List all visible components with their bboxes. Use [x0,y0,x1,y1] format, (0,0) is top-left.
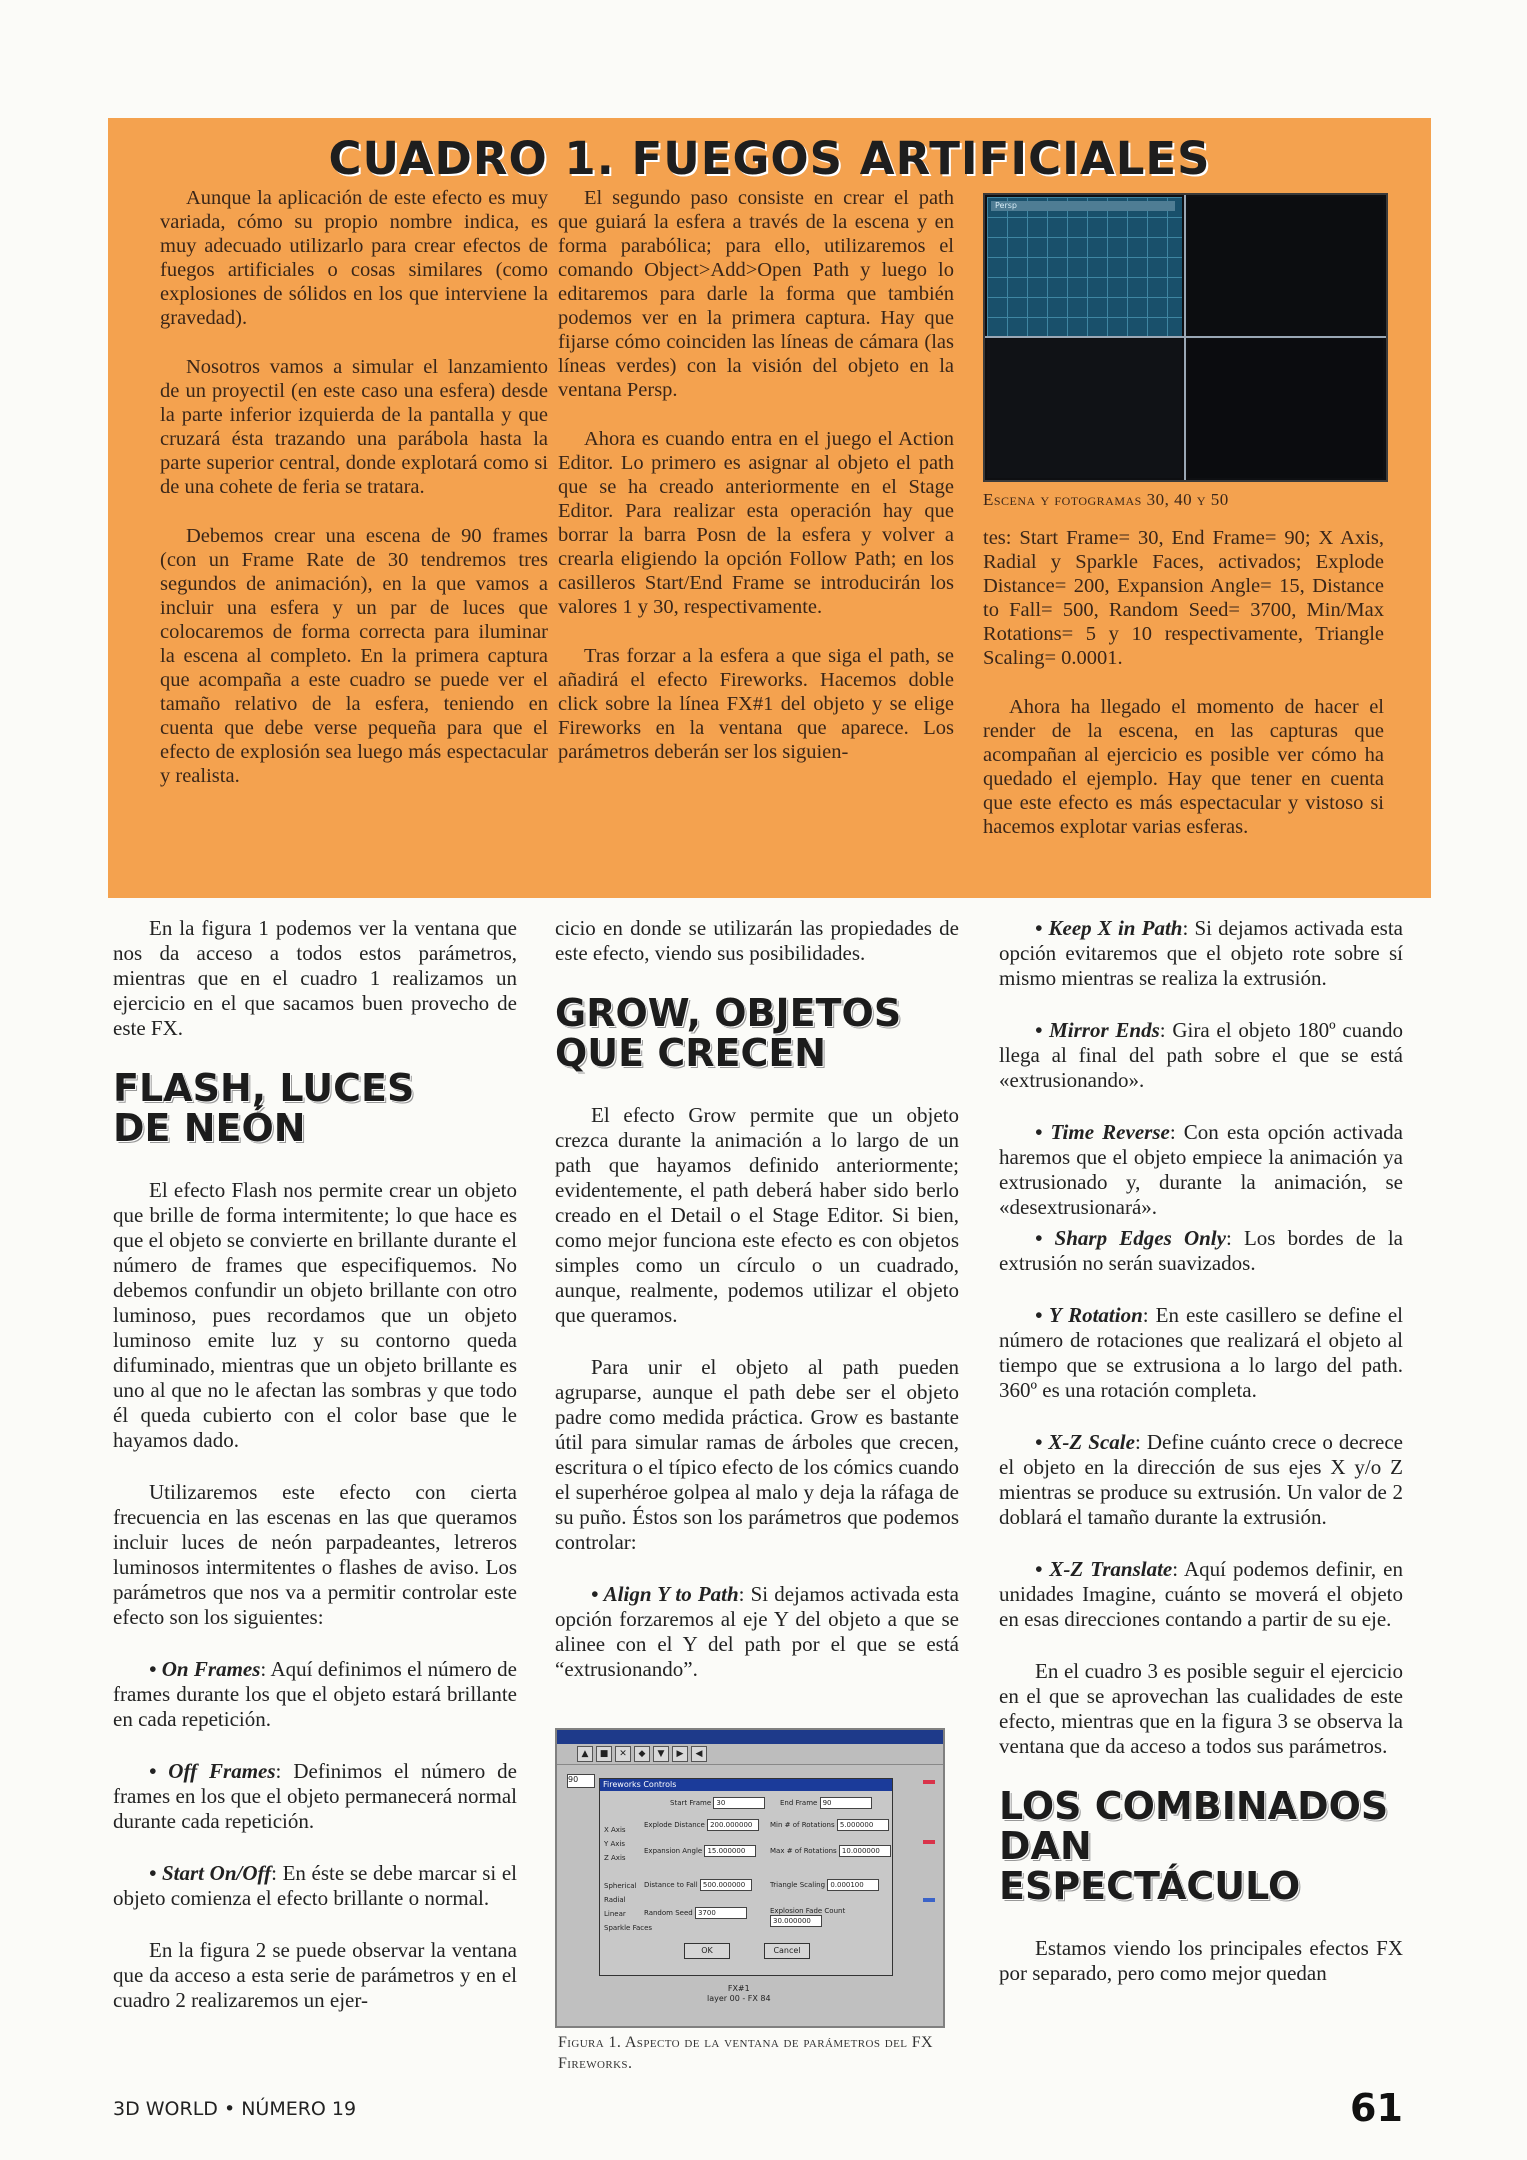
scene-viewport-capture [983,193,1388,482]
fireworks-window-figure [555,1728,945,2028]
box-paragraph: Ahora ha llegado el momento de hacer el render de la escena, en las capturas que acompañan al ejercicio es posible ver cómo ha quedado el ejemplo. Hay que tener en cuenta que este efecto es más espectacular y vistoso si hacemos explotar varias esferas. [983,696,1384,838]
field-label: Max # of Rotations [770,1847,837,1855]
param-text: : Los bordes de la extrusión no serán suavizados. [999,1226,1403,1275]
param-term: • X-Z Translate [1035,1557,1173,1581]
axis-option: Z Axis [604,1854,626,1862]
param-text: : Aquí podemos definir, en unidades Imagine, cuánto se moverá el objeto en esas direcciones contando a partir de su eje. [999,1557,1403,1631]
frame-field: 90 [567,1774,595,1788]
param-term: • X-Z Scale [1035,1430,1135,1454]
box-paragraph: Aunque la aplicación de este efecto es muy variada, cómo su propio nombre indica, es muy adecuado utilizarlo para crear efectos de fuegos artificiales o cosas similares (como explosiones de sólidos en los que interviene la gravedad). [160,187,548,329]
dialog-row [644,1879,752,1891]
toolbar-button: ■ [596,1746,612,1762]
param-text: : En éste se debe marcar si el objeto comienza el efecto brillante o normal. [113,1861,517,1910]
viewport-divider [1184,195,1186,480]
heading-line: FLASH, LUCES [113,1066,415,1110]
dialog-title: Fireworks Controls [600,1779,892,1791]
status-line: FX#1 [727,1984,750,1993]
heading-line: GROW, OBJETOS [555,991,902,1035]
paragraph: El efecto Grow permite que un objeto crezca durante la animación a lo largo de un path que hayamos definido anteriormente; evidentemente, el path deberá haber sido berlo creado en el Detail o el Stage Editor. Si bien, como mejor funciona este efecto es con objetos simples como un círculo o un cuadrado, aunque, realmente, podemos utilizar el objeto que queramos. [555,1103,959,1327]
capture-caption: Escena y fotogramas 30, 40 y 50 [983,490,1229,509]
axis-options [604,1823,626,1865]
param-term: • Time Reverse [1035,1120,1170,1144]
param-term: • Start On/Off [149,1861,272,1885]
param-text: : Aquí definimos el número de frames durante los que el objeto estará brillante en cada repetición. [113,1657,517,1731]
paragraph: cicio en donde se utilizarán las propiedades de este efecto, viendo sus posibilidades. [555,916,959,965]
box-paragraph: Nosotros vamos a simular el lanzamiento de un proyectil (en este caso una esfera) desde la parte inferior izquierda de la pantalla y que cruzará ésta trazando una parábola hasta la parte superior central, donde explotará como si de una cohete de feria se tratara. [160,356,548,498]
param-text: : En este casillero se define el número de rotaciones que realizará el objeto al tiempo que se extrusiona a lo largo del path. 360º es una rotación completa. [999,1303,1403,1402]
param-term: • Y Rotation [1035,1303,1143,1327]
field-label: Start Frame [670,1799,712,1807]
dialog-row [770,1879,879,1891]
viewport-bottom-left [987,339,1182,478]
section-heading-combinados [999,1786,1403,1906]
heading-line: DAN ESPECTÁCULO [999,1824,1301,1908]
param-text: : Define cuánto crece o decrece el objeto en la dirección de sus ejes X y/o Z mientras se produce su extrusión. Un valor de 2 doblará el tamaño durante la extrusión. [999,1430,1403,1529]
start-frame-field: 30 [713,1797,765,1809]
column-left [113,916,517,2040]
list-item [999,1018,1403,1093]
field-label: Explode Distance [644,1821,705,1829]
dialog-row [770,1819,889,1831]
window-toolbar [557,1744,943,1765]
field-label: Distance to Fall [644,1881,698,1889]
ok-button[interactable]: OK [684,1943,730,1959]
column-right [999,916,1403,2013]
cancel-button[interactable]: Cancel [764,1943,810,1959]
paragraph: En la figura 2 se puede observar la ventana que da acceso a esta serie de parámetros y en el cuadro 2 realizaremos un ejer- [113,1938,517,2012]
param-text: : Si dejamos activada esta opción evitaremos que el objeto rote sobre sí mismo mientras se realiza la extrusión. [999,916,1403,990]
paragraph: Utilizaremos este efecto con cierta frecuencia en las escenas en las que queramos incluir luces de neón parpadeantes, letreros luminosos intermitentes o flashes de aviso. Los parámetros que nos va a permitir controlar este efecto son los siguientes: [113,1480,517,1629]
field-label: Random Seed [644,1909,693,1917]
value-field: 15.000000 [704,1845,756,1857]
list-item [999,1226,1403,1276]
dialog-row [770,1845,891,1857]
param-term: • Keep X in Path [1035,916,1183,940]
list-item [999,1430,1403,1530]
box-paragraph: Ahora es cuando entra en el juego el Action Editor. Lo primero es asignar al objeto el path que se ha creado anteriormente en el Stage Editor. Para realizar esta operación hay que borrar la barra Posn de la esfera y volver a crearla eligiendo la opción Follow Path; en los casilleros Start/End Frame se introducirán los valores 1 y 30, respectivamente. [558,428,954,618]
box-title: CUADRO 1. FUEGOS ARTIFICIALES [328,132,1211,185]
paragraph: En el cuadro 3 es posible seguir el ejercicio en el que se aprovechan las cualidades de este efecto, mientras que en la figura 3 se observa la ventana que da acceso a todos sus parámetros. [999,1659,1403,1758]
mode-option: Linear [604,1910,626,1918]
param-term: • Sharp Edges Only [1035,1226,1226,1250]
box-paragraph: tes: Start Frame= 30, End Frame= 90; X Axis, Radial y Sparkle Faces, activados; Explode Distance= 200, Expansion Angle= 15, Distance to Fall= 500, Random Seed= 3700, Min/Max Rotations= 5 y 10 respectivamente, Triangle Scaling= 0.0001. [983,527,1384,669]
list-item [999,916,1403,991]
dialog-row [644,1845,756,1857]
list-item [999,1557,1403,1632]
dialog-row [644,1907,747,1919]
toolbar-button: ◀ [691,1746,707,1762]
value-field: 0.000100 [827,1879,879,1891]
status-line: layer 00 - FX 84 [707,1994,771,2003]
toolbar-button: ✕ [615,1746,631,1762]
axis-option: Y Axis [604,1840,626,1848]
toolbar-button: ◆ [634,1746,650,1762]
toolbar-button: ▲ [577,1746,593,1762]
viewport-bottom-right [1188,339,1383,478]
field-label: Min # of Rotations [770,1821,835,1829]
paragraph: El efecto Flash nos permite crear un objeto que brille de forma intermitente; lo que hace es que el objeto se convierte en brillante durante el número de frames que especifiquemos. No debemos confundir un objeto brillante con otro luminoso, pues recordamos que un objeto luminoso emite luz y su contorno queda difuminado, mientras que un objeto brillante es uno al que no le afectan las sombras y que todo él queda cubierto con el color base que le hayamos dado. [113,1178,517,1452]
dialog-row [644,1819,759,1831]
box-column-3 [983,488,1384,864]
paragraph: Estamos viendo los principales efectos FX por separado, pero como mejor quedan [999,1936,1403,1985]
value-field: 30.000000 [770,1915,822,1927]
section-heading-grow [555,993,959,1073]
list-item [113,1861,517,1911]
list-item [113,1759,517,1834]
value-field: 200.000000 [707,1819,759,1831]
field-label: Explosion Fade Count [770,1907,846,1915]
param-text: : Gira el objeto 180º cuando llega al final del path sobre el que se está «extrusionando». [999,1018,1404,1092]
dialog-row [780,1797,872,1809]
end-frame-field: 90 [820,1797,872,1809]
footer-magazine: 3D WORLD • NÚMERO 19 [113,2098,357,2120]
list-item [113,1657,517,1732]
param-term: • Off Frames [149,1759,276,1783]
list-item [555,1582,959,1682]
viewport-label: Persp [991,201,1175,211]
heading-line: QUE CRECEN [555,1031,827,1075]
box-paragraph: Debemos crear una escena de 90 frames (con un Frame Rate de 30 tendremos tres segundos de animación), en la que vamos a incluir una esfera y un par de luces que colocaremos de forma correcta para iluminar la escena al completo. En la primera captura que acompaña a este cuadro se puede ver el tamaño relativo de la esfera, teniendo en cuenta que debe verse pequeña para que el efecto de explosión sea luego más espectacular y realista. [160,525,548,787]
axis-option: X Axis [604,1826,626,1834]
toolbar-button: ▶ [672,1746,688,1762]
field-label: End Frame [780,1799,818,1807]
paragraph: En la figura 1 podemos ver la ventana que nos da acceso a todos estos parámetros, mientras que en el cuadro 1 realizamos un ejercicio en el que sacamos buen provecho de este FX. [113,916,517,1040]
field-label: Expansion Angle [644,1847,703,1855]
box-column-1 [160,186,548,813]
param-term: • On Frames [149,1657,261,1681]
param-term: • Align Y to Path [591,1582,739,1606]
box-paragraph: El segundo paso consiste en crear el path que guiará la esfera a través de la escena y en forma parabólica; para ello, utilizaremos el comando Object>Add>Open Path y luego lo editaremos para darle la forma que también podemos ver en la primera captura. Hay que fijarse cómo coinciden las líneas de cámara (las líneas verdes) con la visión del objeto en la ventana Persp. [558,187,954,401]
dialog-row [770,1907,892,1927]
list-item [999,1303,1403,1403]
mode-option: Spherical [604,1882,637,1890]
marker-red [923,1780,935,1784]
window-titlebar [557,1730,943,1744]
column-middle [555,916,959,1709]
mode-option: Radial [604,1896,626,1904]
paragraph: Para unir el objeto al path pueden agruparse, aunque el path debe ser el objeto padre como medida práctica. Grow es bastante útil para simular ramas de árboles que crecen, escritura o el típico efecto de los cómics cuando el superhéroe golpea al malo y deja la ráfaga de su puño. Éstos son los parámetros que podemos controlar: [555,1355,959,1554]
figure-caption: Figura 1. Aspecto de la ventana de parámetros del FX Fireworks. [558,2034,934,2072]
param-text: : Si dejamos activada esta opción forzaremos al eje Y del objeto a que se alinee con el Y del path por el que se está “extrusionando”. [555,1582,959,1681]
param-text: : Con esta opción activada haremos que el objeto empiece la animación ya extrusionado y, durante la animación, se «desextrusionará». [999,1120,1403,1219]
value-field: 10.000000 [839,1845,891,1857]
marker-blue [923,1898,935,1902]
dialog-row [670,1797,765,1809]
value-field: 5.000000 [837,1819,889,1831]
value-field: 500.000000 [700,1879,752,1891]
marker-red [923,1840,935,1844]
param-text: : Definimos el número de frames en los que el objeto permanecerá normal durante cada repetición. [113,1759,517,1833]
value-field: 3700 [695,1907,747,1919]
field-label: Triangle Scaling [770,1881,826,1889]
box-column-2 [558,186,954,789]
box-paragraph: Tras forzar a la esfera a que siga el path, se añadirá el efecto Fireworks. Hacemos doble click sobre la línea FX#1 del objeto y se elige Fireworks en la ventana que aparece. Los parámetros deberán ser los siguien- [558,645,954,763]
viewport-top-left [987,197,1182,336]
fireworks-controls-dialog [599,1778,893,1976]
toolbar-button: ▼ [653,1746,669,1762]
page-number: 61 [1350,2086,1403,2130]
param-term: • Mirror Ends [1035,1018,1160,1042]
section-heading-flash [113,1068,517,1148]
heading-line: LOS COMBINADOS [999,1784,1389,1828]
list-item [999,1120,1403,1220]
window-status [707,1984,771,2004]
sparkle-option: Sparkle Faces [604,1924,653,1932]
viewport-top-right [1188,197,1383,336]
heading-line: DE NEÓN [113,1106,306,1150]
